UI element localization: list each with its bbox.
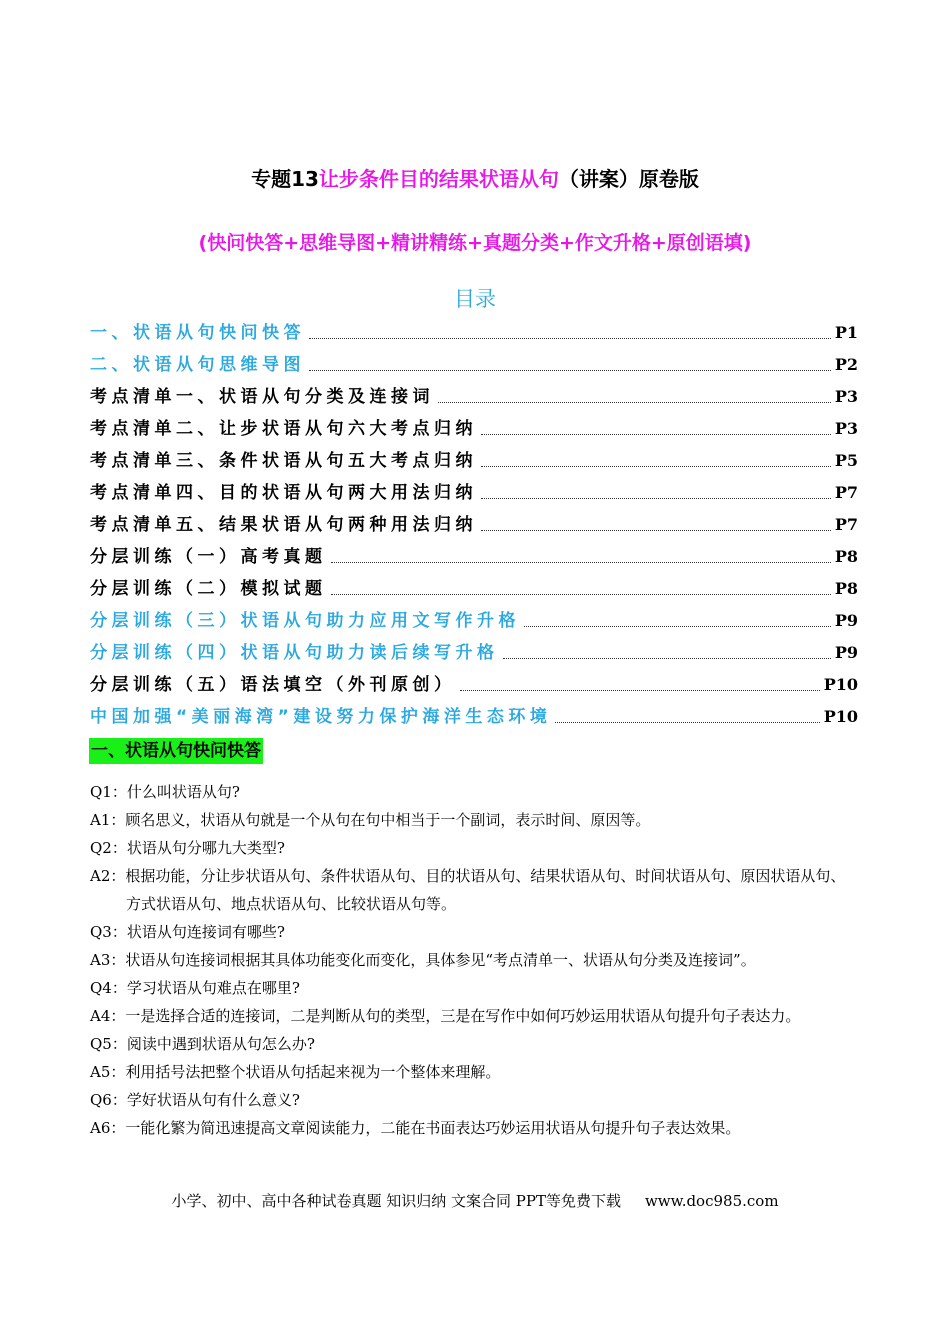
- toc-leader-dots: [481, 497, 831, 499]
- toc-item[interactable]: [90, 536, 860, 568]
- toc-item[interactable]: [90, 664, 860, 696]
- toc-leader-dots: [331, 561, 831, 563]
- toc-item-label: 二、状语从句思维导图: [90, 355, 305, 375]
- toc-item-page: P10: [823, 675, 858, 694]
- question-line: Q1：什么叫状语从句?: [90, 783, 240, 801]
- toc-leader-dots: [331, 593, 831, 595]
- toc-item[interactable]: [90, 504, 860, 536]
- page-footer: [0, 1186, 950, 1216]
- toc-item-label: 考点清单一、状语从句分类及连接词: [90, 387, 434, 407]
- toc-item-label: 分层训练（四）状语从句助力读后续写升格: [90, 643, 499, 663]
- footer-url[interactable]: www.doc985.com: [644, 1192, 779, 1210]
- toc-item[interactable]: [90, 632, 860, 664]
- document-title: [0, 164, 950, 194]
- toc-item-page: P10: [823, 707, 858, 726]
- toc-leader-dots: [503, 657, 831, 659]
- toc-item-page: P5: [834, 451, 858, 470]
- toc-item[interactable]: [90, 568, 860, 600]
- toc-item[interactable]: [90, 408, 860, 440]
- toc-leader-dots: [481, 433, 831, 435]
- toc-item-page: P7: [834, 483, 858, 502]
- toc-item-label: 考点清单四、目的状语从句两大用法归纳: [90, 483, 477, 503]
- toc-item-page: P3: [834, 419, 858, 438]
- toc-item-label: 中国加强“美丽海湾”建设努力保护海洋生态环境: [90, 707, 552, 727]
- toc-item-label: 分层训练（五）语法填空（外刊原创）: [90, 675, 456, 695]
- toc-item-label: 考点清单五、结果状语从句两种用法归纳: [90, 515, 477, 535]
- toc-item-page: P9: [834, 643, 858, 662]
- question-line: Q2：状语从句分哪九大类型?: [90, 839, 285, 857]
- qa-list: [90, 778, 860, 1142]
- answer-line: A2：根据功能，分让步状语从句、条件状语从句、目的状语从句、结果状语从句、时间状语从句、原因状语从句、方式状语从句、地点状语从句、比较状语从句等。: [90, 867, 846, 913]
- toc-item-page: P7: [834, 515, 858, 534]
- section-heading: 一、状语从句快问快答: [89, 738, 263, 764]
- question-line: Q3：状语从句连接词有哪些?: [90, 923, 285, 941]
- toc-item-page: P8: [834, 547, 858, 566]
- toc-leader-dots: [309, 369, 831, 371]
- answer-line: A1：顾名思义，状语从句就是一个从句在句中相当于一个副词，表示时间、原因等。: [90, 811, 651, 829]
- title-prefix: 专题13: [251, 167, 319, 191]
- toc-item[interactable]: [90, 344, 860, 376]
- toc-leader-dots: [309, 337, 831, 339]
- toc-item-label: 分层训练（二）模拟试题: [90, 579, 327, 599]
- table-of-contents: [90, 312, 860, 728]
- toc-leader-dots: [460, 689, 820, 691]
- toc-item-page: P2: [834, 355, 858, 374]
- toc-leader-dots: [481, 465, 831, 467]
- toc-item-page: P1: [834, 323, 858, 342]
- question-line: Q4：学习状语从句难点在哪里?: [90, 979, 300, 997]
- toc-leader-dots: [555, 721, 819, 723]
- toc-item[interactable]: [90, 312, 860, 344]
- question-line: Q6：学好状语从句有什么意义?: [90, 1091, 300, 1109]
- toc-item-label: 一、状语从句快问快答: [90, 323, 305, 343]
- title-highlight: 让步条件目的结果状语从句: [318, 167, 559, 191]
- toc-item-page: P9: [834, 611, 858, 630]
- toc-item[interactable]: [90, 440, 860, 472]
- toc-item[interactable]: [90, 600, 860, 632]
- toc-item[interactable]: [90, 376, 860, 408]
- toc-heading: 目录: [454, 287, 496, 311]
- toc-leader-dots: [481, 529, 831, 531]
- answer-line: A6：一能化繁为简迅速提高文章阅读能力，二能在书面表达巧妙运用状语从句提升句子表达效果。: [90, 1119, 741, 1137]
- answer-line: A4：一是选择合适的连接词，二是判断从句的类型，三是在写作中如何巧妙运用状语从句提升句子表达力。: [90, 1007, 801, 1025]
- toc-item-page: P8: [834, 579, 858, 598]
- toc-leader-dots: [524, 625, 831, 627]
- question-line: Q5：阅读中遇到状语从句怎么办?: [90, 1035, 315, 1053]
- answer-line: A5：利用括号法把整个状语从句括起来视为一个整体来理解。: [90, 1063, 501, 1081]
- toc-item[interactable]: [90, 472, 860, 504]
- toc-item-label: 分层训练（一）高考真题: [90, 547, 327, 567]
- toc-item-label: 考点清单三、条件状语从句五大考点归纳: [90, 451, 477, 471]
- toc-leader-dots: [438, 401, 831, 403]
- answer-line: A3：状语从句连接词根据其具体功能变化而变化，具体参见“考点清单一、状语从句分类及连接词”。: [90, 951, 756, 969]
- footer-text: 小学、初中、高中各种试卷真题 知识归纳 文案合同 PPT等免费下载: [171, 1192, 621, 1210]
- toc-item[interactable]: [90, 696, 860, 728]
- title-suffix: （讲案）原卷版: [558, 167, 699, 191]
- toc-item-label: 考点清单二、让步状语从句六大考点归纳: [90, 419, 477, 439]
- toc-item-page: P3: [834, 387, 858, 406]
- document-subtitle: (快问快答+思维导图+精讲精练+真题分类+作文升格+原创语填): [198, 232, 752, 254]
- toc-item-label: 分层训练（三）状语从句助力应用文写作升格: [90, 611, 520, 631]
